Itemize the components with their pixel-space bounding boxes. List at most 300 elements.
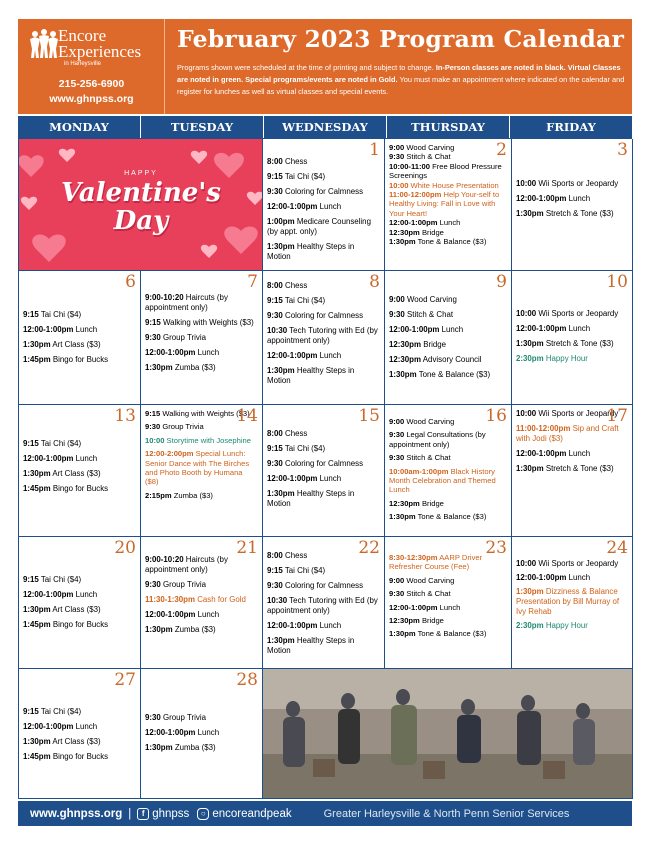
event-item — [389, 162, 507, 181]
event-item — [389, 512, 507, 521]
event-description: Wii Sports or Jeopardy — [536, 309, 619, 318]
event-time: 10:00 — [145, 435, 165, 445]
event-time: 12:00-1:00pm — [23, 454, 74, 463]
event-item — [23, 575, 136, 585]
day-cell — [141, 537, 263, 669]
event-time: 1:30pm — [516, 209, 544, 218]
day-cell — [512, 271, 633, 405]
calendar-grid — [18, 138, 632, 799]
event-description: Art Class ($3) — [50, 737, 101, 746]
event-list — [145, 555, 258, 635]
event-list — [516, 309, 628, 364]
event-item — [145, 491, 258, 500]
event-time: 1:30pm — [267, 242, 295, 251]
event-description: Cash for Gold — [195, 595, 246, 604]
event-item — [389, 310, 507, 320]
event-time: 1:30pm — [267, 366, 295, 375]
event-list — [267, 551, 380, 656]
event-time: 1:30pm — [23, 737, 51, 746]
event-time: 12:00-1:00pm — [145, 348, 196, 357]
event-time: 12:00-1:00pm — [267, 351, 318, 360]
event-time: 9:30 — [145, 333, 161, 342]
event-time: 1:30pm — [389, 237, 416, 247]
event-item — [389, 589, 507, 598]
day-number: 8 — [369, 272, 380, 292]
day-number: 17 — [606, 406, 628, 426]
event-description: Zumba ($3) — [172, 625, 216, 634]
weekday-tuesday: TUESDAY — [141, 116, 264, 138]
event-item — [145, 318, 258, 328]
event-list — [267, 429, 380, 509]
event-description: Stitch & Chat — [404, 453, 451, 463]
event-time: 1:30pm — [516, 464, 544, 473]
event-description: AARP Driver Refresher Course (Fee) — [389, 553, 483, 572]
event-list — [267, 281, 380, 386]
event-item — [389, 430, 507, 449]
event-item — [267, 217, 380, 237]
event-description: Medicare Counseling (by appt. only) — [267, 217, 371, 236]
day-cell — [385, 271, 512, 405]
event-list — [267, 157, 380, 262]
event-description: Bridge — [419, 498, 444, 508]
day-number: 28 — [236, 670, 258, 690]
event-time: 12:00-1:00pm — [516, 194, 567, 203]
event-time: 10:30 — [267, 326, 288, 335]
day-number: 6 — [125, 272, 136, 292]
event-time: 9:00-10:20 — [145, 555, 184, 564]
instagram-icon[interactable]: ○ — [197, 808, 209, 820]
event-time: 9:30 — [389, 310, 405, 319]
event-item — [516, 209, 628, 219]
event-item — [23, 737, 136, 747]
logo-name: Encore Experiences — [58, 26, 142, 61]
event-item — [389, 340, 507, 350]
day-number: 22 — [358, 538, 380, 558]
event-description: Help Your-self to Healthy Living: Fall in Love with Your Heart! — [389, 190, 500, 218]
event-description: Coloring for Calmness — [282, 311, 364, 320]
event-item — [145, 728, 258, 738]
event-list — [516, 179, 628, 219]
event-description: Legal Consultations (by appointment only) — [389, 430, 486, 449]
event-time: 10:00 — [516, 409, 537, 418]
event-item — [23, 310, 136, 320]
event-time: 9:00-10:20 — [145, 293, 184, 302]
event-item — [389, 453, 507, 462]
day-cell — [19, 669, 141, 799]
day-cell — [19, 271, 141, 405]
event-item — [516, 309, 628, 319]
event-time: 9:30 — [389, 430, 405, 440]
event-item — [516, 324, 628, 334]
event-list — [516, 559, 628, 631]
event-time: 9:00 — [389, 143, 405, 152]
event-time: 9:30 — [267, 187, 283, 196]
event-item — [389, 190, 507, 218]
event-time: 10:00 — [516, 559, 537, 568]
event-time: 9:15 — [267, 444, 283, 453]
event-time: 9:30 — [389, 453, 405, 463]
event-description: Special Lunch: Senior Dance with The Birches and Photo Booth by Humana ($8) — [145, 449, 250, 487]
event-time: 10:30 — [267, 596, 288, 605]
event-time: 12:30pm — [389, 498, 420, 508]
event-description: Lunch — [73, 454, 98, 463]
event-item — [23, 454, 136, 464]
day-number: 23 — [485, 538, 507, 558]
event-time: 12:00-1:00pm — [23, 590, 74, 599]
event-time: 9:15 — [267, 566, 283, 575]
day-cell — [385, 405, 512, 537]
event-description: Tai Chi ($4) — [282, 566, 326, 575]
event-list — [145, 293, 258, 373]
event-list — [389, 417, 507, 522]
event-description: Happy Hour — [543, 354, 588, 363]
event-time: 8:00 — [267, 429, 283, 438]
event-description: Wood Carving — [404, 295, 457, 304]
event-item — [267, 281, 380, 291]
event-time: 9:30 — [389, 152, 405, 162]
event-description: Lunch — [317, 351, 342, 360]
event-list — [23, 575, 136, 630]
event-time: 9:15 — [23, 310, 39, 319]
event-time: 2:15pm — [145, 490, 172, 500]
event-item — [267, 566, 380, 576]
event-description: Group Trivia — [160, 580, 206, 589]
event-description: Stitch & Chat — [404, 152, 451, 162]
event-description: Tai Chi ($4) — [282, 172, 326, 181]
people-logo-icon — [29, 29, 59, 59]
event-time: 10:00 — [516, 179, 537, 188]
event-time: 8:30-12:30pm — [389, 553, 438, 562]
event-description: Zumba ($3) — [171, 490, 213, 500]
event-time: 12:30pm — [389, 355, 422, 364]
page-title: February 2023 Program Calendar — [177, 25, 625, 53]
event-item — [23, 752, 136, 762]
event-time: 1:30pm — [389, 512, 416, 522]
event-description: Tone & Balance ($3) — [415, 237, 487, 247]
event-item — [389, 576, 507, 585]
event-time: 1:30pm — [389, 370, 417, 379]
event-item — [145, 610, 258, 620]
event-time: 12:00-1:00pm — [23, 722, 74, 731]
event-list — [23, 707, 136, 762]
weekday-monday: MONDAY — [18, 116, 141, 138]
day-cell — [263, 537, 385, 669]
event-time: 12:00-1:00pm — [516, 324, 567, 333]
event-description: Zumba ($3) — [172, 743, 216, 752]
event-item — [267, 172, 380, 182]
event-time: 10:00-11:00 — [389, 161, 430, 171]
event-description: Bridge — [419, 227, 444, 237]
event-description: Healthy Steps in Motion — [267, 636, 355, 655]
event-list — [23, 439, 136, 494]
event-item — [267, 636, 380, 656]
event-time: 12:00-1:00pm — [516, 573, 567, 582]
event-time: 1:45pm — [23, 752, 51, 761]
event-description: Bingo for Bucks — [50, 752, 109, 761]
event-description: Wii Sports or Jeopardy — [536, 559, 619, 568]
event-item — [145, 363, 258, 373]
day-cell — [141, 405, 263, 537]
event-description: Chess — [282, 429, 308, 438]
event-description: Tai Chi ($4) — [38, 575, 82, 584]
event-time: 9:00 — [389, 575, 405, 585]
valentines-banner — [19, 139, 263, 271]
event-time: 12:00-1:00pm — [389, 602, 438, 612]
event-time: 12:00-2:00pm — [145, 449, 194, 459]
event-time: 9:15 — [267, 296, 283, 305]
event-time: 9:15 — [145, 318, 161, 327]
event-description: Lunch — [317, 621, 342, 630]
event-description: Haircuts (by appointment only) — [145, 293, 228, 312]
event-time: 9:15 — [145, 409, 161, 418]
event-item — [267, 187, 380, 197]
event-time: 9:30 — [267, 311, 283, 320]
day-cell — [263, 271, 385, 405]
event-description: Coloring for Calmness — [282, 187, 364, 196]
event-time: 9:15 — [267, 172, 283, 181]
event-item — [516, 587, 628, 617]
event-description: Coloring for Calmness — [282, 581, 364, 590]
event-description: Tai Chi ($4) — [38, 707, 82, 716]
event-list — [389, 143, 507, 246]
day-number: 21 — [236, 538, 258, 558]
event-item — [389, 152, 507, 161]
day-number: 1 — [369, 140, 380, 160]
header — [18, 19, 632, 114]
event-item — [389, 499, 507, 508]
event-description: Stitch & Chat — [404, 310, 454, 319]
website-link[interactable]: www.ghnpss.org — [49, 93, 134, 105]
event-time: 12:00-1:00pm — [23, 325, 74, 334]
event-item — [23, 340, 136, 350]
event-item — [389, 616, 507, 625]
day-number: 9 — [496, 272, 507, 292]
event-item — [267, 326, 380, 346]
event-description: Lunch — [195, 610, 220, 619]
event-description: Healthy Steps in Motion — [267, 366, 355, 385]
event-time: 9:15 — [23, 575, 39, 584]
event-time: 1:30pm — [23, 469, 51, 478]
event-item — [389, 218, 507, 227]
event-time: 1:30pm — [145, 625, 173, 634]
header-note: Programs shown were scheduled at the time of printing and subject to change. In-Person classes are noted in black. Virtual Classes are noted in green. Special programs/events are noted in Gold. You must make an appointment where indicated on the calendar and register for lunches as well as virtual classes and special events. — [177, 63, 625, 96]
event-description: Chess — [282, 281, 308, 290]
event-item — [267, 157, 380, 167]
seniors-exercise-image — [263, 669, 633, 799]
banner-small-text: HAPPY — [124, 170, 158, 177]
event-description: Lunch — [317, 474, 342, 483]
event-item — [516, 464, 628, 474]
event-description: Lunch — [566, 449, 591, 458]
event-time: 11:00-12:00pm — [389, 190, 442, 200]
event-description: Tech Tutoring with Ed (by appointment only) — [267, 326, 378, 345]
event-description: Lunch — [566, 573, 591, 582]
event-description: Tai Chi ($4) — [38, 439, 82, 448]
event-item — [389, 143, 507, 152]
day-cell — [512, 139, 633, 271]
event-description: Zumba ($3) — [172, 363, 216, 372]
event-time: 10:00am-1:00pm — [389, 466, 449, 476]
event-item — [389, 603, 507, 612]
event-item — [389, 325, 507, 335]
event-item — [267, 311, 380, 321]
event-description: Tone & Balance ($3) — [415, 512, 487, 522]
event-time: 1:00pm — [267, 217, 295, 226]
event-description: Lunch — [439, 325, 464, 334]
event-time: 1:30pm — [516, 587, 544, 596]
event-description: Group Trivia — [160, 713, 206, 722]
event-item — [145, 580, 258, 590]
event-description: Wood Carving — [404, 417, 455, 426]
event-time: 8:00 — [267, 551, 283, 560]
event-item — [267, 459, 380, 469]
event-item — [267, 581, 380, 591]
event-description: Tai Chi ($4) — [282, 296, 326, 305]
event-item — [389, 467, 507, 495]
day-cell — [141, 271, 263, 405]
event-description: Wii Sports or Jeopardy — [536, 179, 619, 188]
event-item — [145, 348, 258, 358]
event-description: Tai Chi ($4) — [38, 310, 82, 319]
footer — [18, 801, 632, 826]
facebook-handle[interactable]: ghnpss — [152, 807, 190, 820]
event-item — [516, 449, 628, 459]
weekday-header — [18, 116, 632, 138]
event-item — [267, 489, 380, 509]
event-item — [389, 295, 507, 305]
event-description: Art Class ($3) — [50, 605, 101, 614]
event-item — [267, 351, 380, 361]
event-time: 1:30pm — [23, 605, 51, 614]
instagram-handle[interactable]: encoreandpeak — [212, 807, 292, 820]
event-description: Black History Month Celebration and Themed Lunch — [389, 466, 496, 495]
event-description: Art Class ($3) — [50, 340, 101, 349]
event-item — [145, 713, 258, 723]
header-right — [165, 19, 632, 114]
event-time: 11:30-1:30pm — [145, 595, 196, 604]
day-cell — [263, 139, 385, 271]
event-time: 12:00-1:00pm — [145, 610, 196, 619]
event-item — [389, 237, 507, 246]
event-item — [145, 293, 258, 313]
event-item — [516, 194, 628, 204]
event-item — [23, 484, 136, 494]
event-description: Bridge — [419, 616, 444, 626]
event-time: 9:30 — [267, 459, 283, 468]
event-item — [145, 743, 258, 753]
event-time: 1:45pm — [23, 620, 51, 629]
event-description: Lunch — [437, 218, 461, 228]
event-item — [389, 228, 507, 237]
event-time: 9:15 — [23, 707, 39, 716]
event-item — [267, 296, 380, 306]
event-description: Stretch & Tone ($3) — [543, 209, 614, 218]
event-description: Group Trivia — [160, 333, 206, 342]
event-item — [145, 333, 258, 343]
day-cell — [385, 537, 512, 669]
event-item — [516, 573, 628, 583]
facebook-icon[interactable]: f — [137, 808, 149, 820]
event-time: 12:30pm — [389, 616, 420, 626]
event-description: Lunch — [566, 324, 591, 333]
event-description: Healthy Steps in Motion — [267, 489, 355, 508]
event-item — [267, 444, 380, 454]
logo-box — [18, 19, 165, 114]
event-description: Storytime with Josephine — [164, 435, 251, 445]
event-item — [23, 707, 136, 717]
event-description: Lunch — [195, 728, 220, 737]
event-item — [145, 555, 258, 575]
event-time: 9:00 — [389, 417, 405, 426]
event-time: 9:15 — [23, 439, 39, 448]
event-time: 1:30pm — [145, 743, 173, 752]
event-item — [23, 590, 136, 600]
event-item — [516, 339, 628, 349]
event-item — [145, 436, 258, 445]
event-item — [389, 355, 507, 365]
day-number: 20 — [114, 538, 136, 558]
event-item — [516, 179, 628, 189]
event-description: Dizziness & Balance Presentation by Bill Murray of Ivy Rehab — [516, 587, 620, 616]
event-description: Group Trivia — [160, 422, 204, 432]
day-cell — [385, 139, 512, 271]
event-time: 9:30 — [145, 713, 161, 722]
event-time: 1:45pm — [23, 484, 51, 493]
event-time: 2:30pm — [516, 621, 544, 630]
event-description: Walking with Weights ($3) — [160, 409, 250, 418]
event-time: 9:30 — [267, 581, 283, 590]
day-cell — [263, 405, 385, 537]
event-time: 12:00-1:00pm — [389, 218, 438, 228]
event-description: Chess — [282, 551, 308, 560]
weekday-friday: FRIDAY — [546, 120, 596, 134]
day-cell — [512, 405, 633, 537]
event-time: 12:00-1:00pm — [516, 449, 567, 458]
event-description: Bingo for Bucks — [50, 620, 109, 629]
event-time: 12:30pm — [389, 227, 420, 237]
event-time: 12:00-1:00pm — [145, 728, 196, 737]
logo-subtitle: in Harleysville — [64, 61, 102, 67]
day-number: 7 — [247, 272, 258, 292]
day-number: 3 — [617, 140, 628, 160]
event-item — [23, 722, 136, 732]
event-time: 10:00 — [389, 180, 409, 190]
phone-number: 215-256-6900 — [58, 78, 125, 90]
event-description: Lunch — [195, 348, 220, 357]
event-description: Tone & Balance ($3) — [416, 370, 491, 379]
event-time: 12:30pm — [389, 340, 422, 349]
event-list — [389, 553, 507, 639]
event-item — [389, 181, 507, 190]
event-description: Walking with Weights ($3) — [160, 318, 254, 327]
event-time: 1:30pm — [389, 629, 416, 639]
event-item — [267, 242, 380, 262]
event-item — [23, 439, 136, 449]
footer-website-link[interactable]: www.ghnpss.org — [30, 807, 123, 820]
event-time: 8:00 — [267, 281, 283, 290]
organization-name: Greater Harleysville & North Penn Senior Services — [323, 807, 570, 820]
event-description: Stitch & Chat — [404, 589, 451, 599]
day-number: 27 — [114, 670, 136, 690]
event-item — [267, 621, 380, 631]
day-number: 16 — [485, 406, 507, 426]
event-description: Wood Carving — [404, 575, 455, 585]
event-description: Stretch & Tone ($3) — [543, 464, 614, 473]
event-item — [145, 449, 258, 487]
event-description: White House Presentation — [408, 180, 499, 190]
event-item — [389, 629, 507, 638]
event-time: 9:30 — [389, 589, 405, 599]
